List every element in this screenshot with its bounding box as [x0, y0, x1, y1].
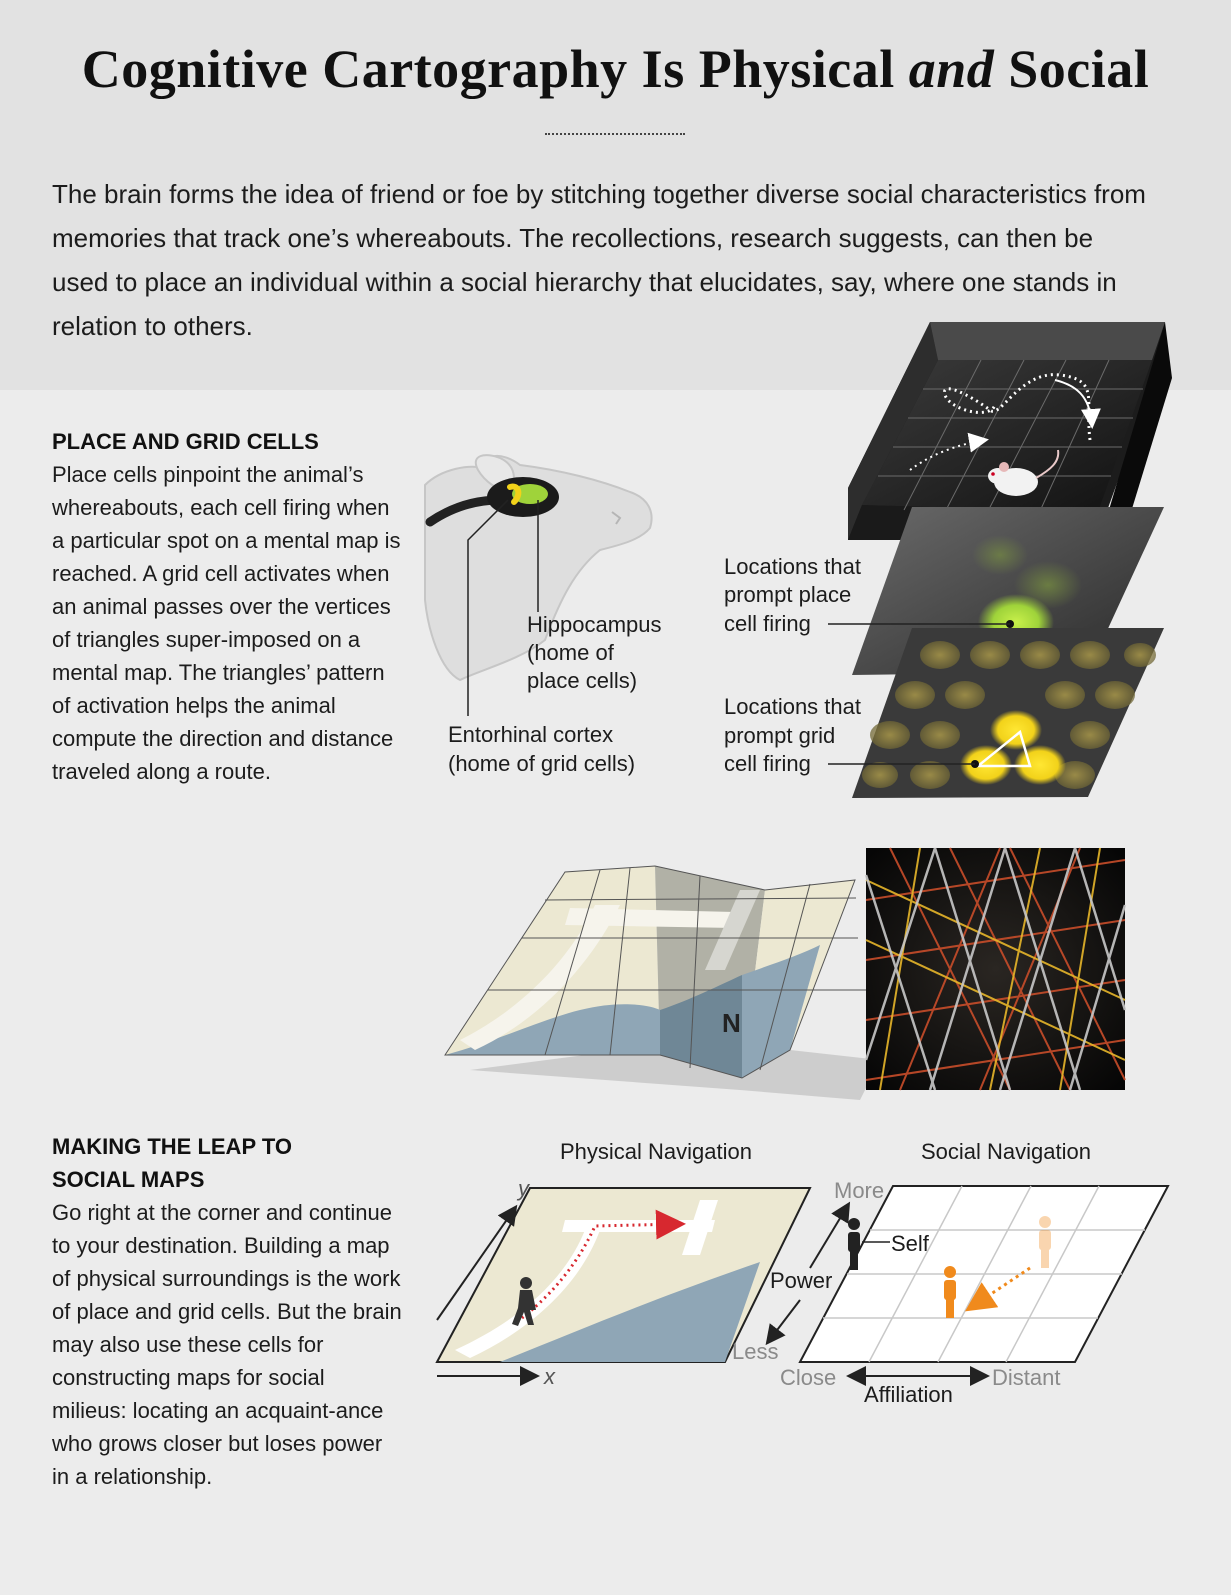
grid-cell-lattice [866, 848, 1125, 1090]
label-distant: Distant [992, 1365, 1061, 1390]
label-entorhinal-cortex: Entorhinal cortex (home of grid cells) [448, 722, 636, 776]
north-icon: N [722, 1008, 741, 1038]
intro-paragraph: The brain forms the idea of friend or foe by stitching together diverse social characteristics from memories that track one’s whereabouts. The recollections, research suggests, can then be used to place an individual within a social hierarchy that elucidates, say, where one stands in relation to others. [52, 179, 1146, 341]
x-axis-label: x [544, 1364, 555, 1389]
label-affiliation: Affiliation [864, 1382, 953, 1407]
physical-navigation-title: Physical Navigation [560, 1139, 752, 1164]
section-body-place-grid: Place cells pinpoint the animal’s whereabouts, each cell firing when a particular spot on a mental map is reached. A grid cell activates when an animal passes over the vertices of triangles super-imposed on a mental map. The triangles’ pattern of activation helps the animal compute the direction and distance traveled along a route. [52, 462, 401, 784]
label-self: Self [891, 1231, 929, 1256]
section-heading-social-maps: MAKING THE LEAP TO SOCIAL MAPS [52, 1134, 292, 1192]
section-heading-place-grid: PLACE AND GRID CELLS [52, 429, 319, 454]
folded-map-illustration [445, 866, 880, 1100]
label-more: More [834, 1178, 885, 1203]
y-axis-label: y [518, 1176, 529, 1201]
label-less: Less [732, 1339, 779, 1364]
section-body-social-maps: Go right at the corner and continue to your destination. Building a map of physical surroundings is the work of place and grid cells. But the brain may also use these cells for constructing maps for social milieus: locating an acquaint-ance who grows closer but loses power in a relationship. [52, 1200, 402, 1489]
label-power: Power [770, 1268, 833, 1293]
label-close: Close [780, 1365, 837, 1390]
label-hippocampus: Hippocampus (home of place cells) [527, 612, 662, 693]
page-title: Cognitive Cartography Is Physical and Social [81, 39, 1150, 99]
social-navigation-title: Social Navigation [921, 1139, 1091, 1164]
label-grid-firing: Locations that prompt grid cell firing [724, 694, 861, 776]
label-place-firing: Locations that prompt place cell firing [724, 554, 861, 636]
